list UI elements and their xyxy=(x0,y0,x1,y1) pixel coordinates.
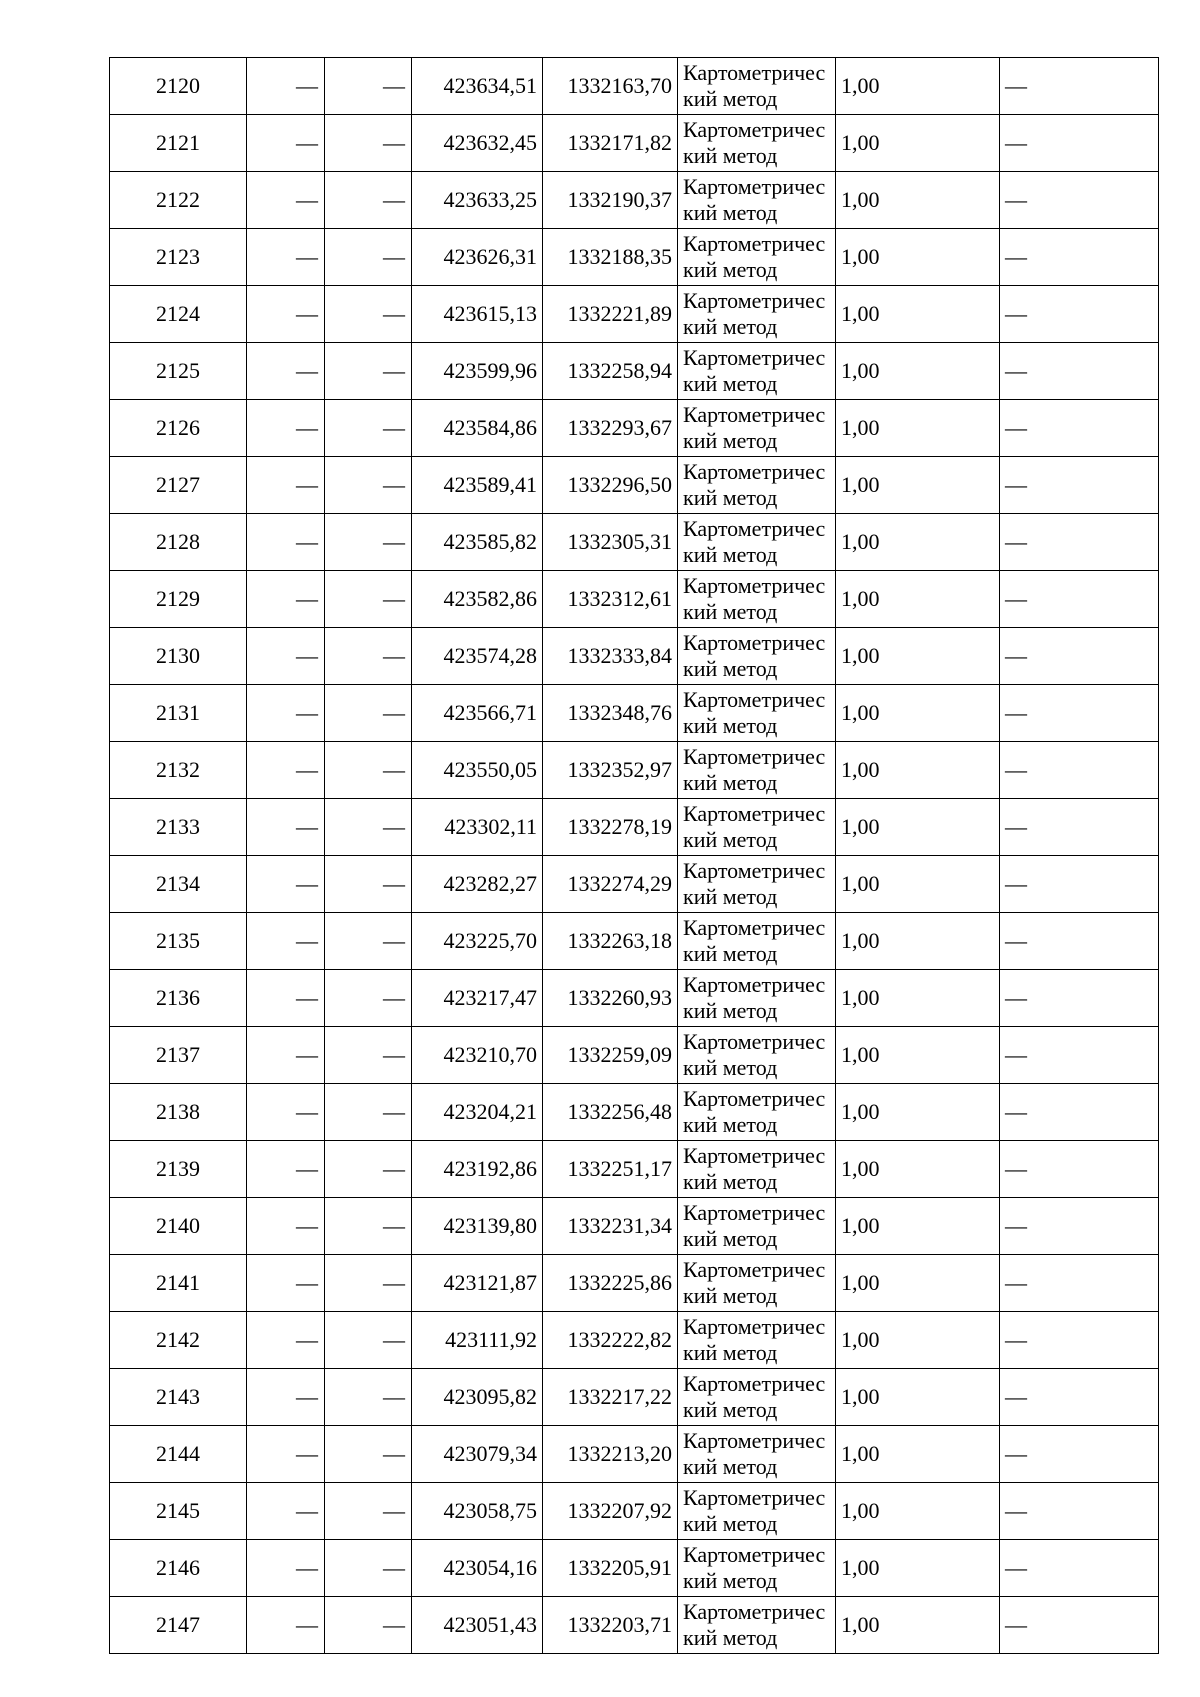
x-coordinate-cell: 423217,47 xyxy=(412,970,543,1027)
point-number-cell: 2133 xyxy=(110,799,247,856)
old-y-cell: — xyxy=(325,1198,412,1255)
y-coordinate-cell: 1332256,48 xyxy=(543,1084,678,1141)
old-x-cell: — xyxy=(247,799,325,856)
x-coordinate-cell: 423192,86 xyxy=(412,1141,543,1198)
note-cell: — xyxy=(1000,1540,1159,1597)
y-coordinate-cell: 1332207,92 xyxy=(543,1483,678,1540)
method-cell: Картометрический метод xyxy=(678,856,836,913)
note-cell: — xyxy=(1000,685,1159,742)
method-cell: Картометрический метод xyxy=(678,685,836,742)
method-cell: Картометрический метод xyxy=(678,1426,836,1483)
accuracy-cell: 1,00 xyxy=(836,571,1000,628)
accuracy-cell: 1,00 xyxy=(836,1540,1000,1597)
note-cell: — xyxy=(1000,799,1159,856)
old-y-cell: — xyxy=(325,571,412,628)
point-number-cell: 2136 xyxy=(110,970,247,1027)
note-cell: — xyxy=(1000,343,1159,400)
method-cell: Картометрический метод xyxy=(678,1483,836,1540)
table-row xyxy=(110,970,1159,1027)
table-row xyxy=(110,58,1159,115)
accuracy-cell: 1,00 xyxy=(836,286,1000,343)
point-number-cell: 2130 xyxy=(110,628,247,685)
x-coordinate-cell: 423079,34 xyxy=(412,1426,543,1483)
old-y-cell: — xyxy=(325,742,412,799)
method-cell: Картометрический метод xyxy=(678,172,836,229)
method-cell: Картометрический метод xyxy=(678,514,836,571)
x-coordinate-cell: 423210,70 xyxy=(412,1027,543,1084)
x-coordinate-cell: 423574,28 xyxy=(412,628,543,685)
old-y-cell: — xyxy=(325,685,412,742)
accuracy-cell: 1,00 xyxy=(836,343,1000,400)
y-coordinate-cell: 1332263,18 xyxy=(543,913,678,970)
old-y-cell: — xyxy=(325,58,412,115)
old-y-cell: — xyxy=(325,1426,412,1483)
table-row xyxy=(110,457,1159,514)
table-row xyxy=(110,1312,1159,1369)
old-y-cell: — xyxy=(325,1141,412,1198)
old-x-cell: — xyxy=(247,1426,325,1483)
table-row xyxy=(110,628,1159,685)
x-coordinate-cell: 423121,87 xyxy=(412,1255,543,1312)
y-coordinate-cell: 1332225,86 xyxy=(543,1255,678,1312)
old-x-cell: — xyxy=(247,970,325,1027)
old-x-cell: — xyxy=(247,913,325,970)
table-row xyxy=(110,1483,1159,1540)
accuracy-cell: 1,00 xyxy=(836,913,1000,970)
method-cell: Картометрический метод xyxy=(678,1540,836,1597)
note-cell: — xyxy=(1000,1084,1159,1141)
method-cell: Картометрический метод xyxy=(678,1255,836,1312)
table-row xyxy=(110,1198,1159,1255)
point-number-cell: 2131 xyxy=(110,685,247,742)
y-coordinate-cell: 1332278,19 xyxy=(543,799,678,856)
accuracy-cell: 1,00 xyxy=(836,457,1000,514)
method-cell: Картометрический метод xyxy=(678,1597,836,1654)
point-number-cell: 2141 xyxy=(110,1255,247,1312)
method-cell: Картометрический метод xyxy=(678,1027,836,1084)
y-coordinate-cell: 1332296,50 xyxy=(543,457,678,514)
table-row xyxy=(110,571,1159,628)
old-x-cell: — xyxy=(247,1084,325,1141)
old-y-cell: — xyxy=(325,913,412,970)
point-number-cell: 2124 xyxy=(110,286,247,343)
old-y-cell: — xyxy=(325,286,412,343)
accuracy-cell: 1,00 xyxy=(836,1312,1000,1369)
note-cell: — xyxy=(1000,1141,1159,1198)
table-row xyxy=(110,1369,1159,1426)
point-number-cell: 2127 xyxy=(110,457,247,514)
accuracy-cell: 1,00 xyxy=(836,1084,1000,1141)
note-cell: — xyxy=(1000,1597,1159,1654)
accuracy-cell: 1,00 xyxy=(836,1597,1000,1654)
old-y-cell: — xyxy=(325,1084,412,1141)
accuracy-cell: 1,00 xyxy=(836,1255,1000,1312)
method-cell: Картометрический метод xyxy=(678,1141,836,1198)
note-cell: — xyxy=(1000,172,1159,229)
accuracy-cell: 1,00 xyxy=(836,685,1000,742)
table-row xyxy=(110,1255,1159,1312)
old-x-cell: — xyxy=(247,514,325,571)
accuracy-cell: 1,00 xyxy=(836,400,1000,457)
x-coordinate-cell: 423566,71 xyxy=(412,685,543,742)
note-cell: — xyxy=(1000,286,1159,343)
old-y-cell: — xyxy=(325,172,412,229)
y-coordinate-cell: 1332205,91 xyxy=(543,1540,678,1597)
x-coordinate-cell: 423550,05 xyxy=(412,742,543,799)
note-cell: — xyxy=(1000,1255,1159,1312)
old-x-cell: — xyxy=(247,742,325,799)
old-y-cell: — xyxy=(325,1483,412,1540)
x-coordinate-cell: 423582,86 xyxy=(412,571,543,628)
note-cell: — xyxy=(1000,571,1159,628)
accuracy-cell: 1,00 xyxy=(836,115,1000,172)
x-coordinate-cell: 423599,96 xyxy=(412,343,543,400)
old-x-cell: — xyxy=(247,1312,325,1369)
accuracy-cell: 1,00 xyxy=(836,970,1000,1027)
point-number-cell: 2129 xyxy=(110,571,247,628)
y-coordinate-cell: 1332217,22 xyxy=(543,1369,678,1426)
old-x-cell: — xyxy=(247,685,325,742)
method-cell: Картометрический метод xyxy=(678,628,836,685)
table-row xyxy=(110,1027,1159,1084)
point-number-cell: 2145 xyxy=(110,1483,247,1540)
accuracy-cell: 1,00 xyxy=(836,172,1000,229)
point-number-cell: 2143 xyxy=(110,1369,247,1426)
table-row xyxy=(110,1540,1159,1597)
old-x-cell: — xyxy=(247,856,325,913)
note-cell: — xyxy=(1000,1198,1159,1255)
old-x-cell: — xyxy=(247,457,325,514)
table-row xyxy=(110,1141,1159,1198)
old-x-cell: — xyxy=(247,1255,325,1312)
note-cell: — xyxy=(1000,628,1159,685)
method-cell: Картометрический метод xyxy=(678,343,836,400)
method-cell: Картометрический метод xyxy=(678,229,836,286)
table-row xyxy=(110,514,1159,571)
method-cell: Картометрический метод xyxy=(678,115,836,172)
y-coordinate-cell: 1332203,71 xyxy=(543,1597,678,1654)
note-cell: — xyxy=(1000,1369,1159,1426)
old-y-cell: — xyxy=(325,1540,412,1597)
method-cell: Картометрический метод xyxy=(678,1198,836,1255)
point-number-cell: 2142 xyxy=(110,1312,247,1369)
note-cell: — xyxy=(1000,742,1159,799)
old-y-cell: — xyxy=(325,628,412,685)
point-number-cell: 2132 xyxy=(110,742,247,799)
old-x-cell: — xyxy=(247,571,325,628)
x-coordinate-cell: 423626,31 xyxy=(412,229,543,286)
y-coordinate-cell: 1332260,93 xyxy=(543,970,678,1027)
table-body xyxy=(110,58,1159,1654)
y-coordinate-cell: 1332213,20 xyxy=(543,1426,678,1483)
accuracy-cell: 1,00 xyxy=(836,1426,1000,1483)
y-coordinate-cell: 1332171,82 xyxy=(543,115,678,172)
y-coordinate-cell: 1332312,61 xyxy=(543,571,678,628)
y-coordinate-cell: 1332274,29 xyxy=(543,856,678,913)
point-number-cell: 2138 xyxy=(110,1084,247,1141)
note-cell: — xyxy=(1000,1312,1159,1369)
table-row xyxy=(110,286,1159,343)
method-cell: Картометрический метод xyxy=(678,799,836,856)
old-y-cell: — xyxy=(325,457,412,514)
old-y-cell: — xyxy=(325,1369,412,1426)
point-number-cell: 2126 xyxy=(110,400,247,457)
y-coordinate-cell: 1332188,35 xyxy=(543,229,678,286)
method-cell: Картометрический метод xyxy=(678,571,836,628)
note-cell: — xyxy=(1000,229,1159,286)
old-x-cell: — xyxy=(247,1540,325,1597)
note-cell: — xyxy=(1000,970,1159,1027)
x-coordinate-cell: 423282,27 xyxy=(412,856,543,913)
x-coordinate-cell: 423584,86 xyxy=(412,400,543,457)
point-number-cell: 2146 xyxy=(110,1540,247,1597)
y-coordinate-cell: 1332258,94 xyxy=(543,343,678,400)
point-number-cell: 2128 xyxy=(110,514,247,571)
note-cell: — xyxy=(1000,514,1159,571)
old-x-cell: — xyxy=(247,400,325,457)
y-coordinate-cell: 1332333,84 xyxy=(543,628,678,685)
method-cell: Картометрический метод xyxy=(678,1312,836,1369)
old-y-cell: — xyxy=(325,1312,412,1369)
old-x-cell: — xyxy=(247,1198,325,1255)
old-x-cell: — xyxy=(247,229,325,286)
method-cell: Картометрический метод xyxy=(678,457,836,514)
method-cell: Картометрический метод xyxy=(678,286,836,343)
x-coordinate-cell: 423051,43 xyxy=(412,1597,543,1654)
accuracy-cell: 1,00 xyxy=(836,1483,1000,1540)
table-row xyxy=(110,115,1159,172)
y-coordinate-cell: 1332293,67 xyxy=(543,400,678,457)
old-x-cell: — xyxy=(247,628,325,685)
y-coordinate-cell: 1332352,97 xyxy=(543,742,678,799)
old-x-cell: — xyxy=(247,1141,325,1198)
accuracy-cell: 1,00 xyxy=(836,1027,1000,1084)
method-cell: Картометрический метод xyxy=(678,58,836,115)
method-cell: Картометрический метод xyxy=(678,742,836,799)
table-row xyxy=(110,343,1159,400)
old-y-cell: — xyxy=(325,514,412,571)
coordinates-table xyxy=(109,57,1159,1654)
method-cell: Картометрический метод xyxy=(678,1084,836,1141)
table-row xyxy=(110,400,1159,457)
old-x-cell: — xyxy=(247,343,325,400)
method-cell: Картометрический метод xyxy=(678,400,836,457)
x-coordinate-cell: 423633,25 xyxy=(412,172,543,229)
x-coordinate-cell: 423634,51 xyxy=(412,58,543,115)
x-coordinate-cell: 423139,80 xyxy=(412,1198,543,1255)
note-cell: — xyxy=(1000,115,1159,172)
method-cell: Картометрический метод xyxy=(678,913,836,970)
method-cell: Картометрический метод xyxy=(678,1369,836,1426)
x-coordinate-cell: 423225,70 xyxy=(412,913,543,970)
old-y-cell: — xyxy=(325,1255,412,1312)
table-row xyxy=(110,742,1159,799)
note-cell: — xyxy=(1000,58,1159,115)
old-y-cell: — xyxy=(325,856,412,913)
table-row xyxy=(110,685,1159,742)
note-cell: — xyxy=(1000,856,1159,913)
y-coordinate-cell: 1332348,76 xyxy=(543,685,678,742)
y-coordinate-cell: 1332163,70 xyxy=(543,58,678,115)
note-cell: — xyxy=(1000,1426,1159,1483)
accuracy-cell: 1,00 xyxy=(836,58,1000,115)
note-cell: — xyxy=(1000,1027,1159,1084)
point-number-cell: 2147 xyxy=(110,1597,247,1654)
x-coordinate-cell: 423615,13 xyxy=(412,286,543,343)
x-coordinate-cell: 423054,16 xyxy=(412,1540,543,1597)
x-coordinate-cell: 423632,45 xyxy=(412,115,543,172)
old-x-cell: — xyxy=(247,58,325,115)
old-x-cell: — xyxy=(247,1027,325,1084)
accuracy-cell: 1,00 xyxy=(836,799,1000,856)
old-y-cell: — xyxy=(325,1597,412,1654)
note-cell: — xyxy=(1000,457,1159,514)
old-y-cell: — xyxy=(325,115,412,172)
point-number-cell: 2139 xyxy=(110,1141,247,1198)
accuracy-cell: 1,00 xyxy=(836,1141,1000,1198)
table-row xyxy=(110,1084,1159,1141)
table-row xyxy=(110,1597,1159,1654)
y-coordinate-cell: 1332221,89 xyxy=(543,286,678,343)
y-coordinate-cell: 1332231,34 xyxy=(543,1198,678,1255)
old-y-cell: — xyxy=(325,400,412,457)
table-row xyxy=(110,856,1159,913)
method-cell: Картометрический метод xyxy=(678,970,836,1027)
old-y-cell: — xyxy=(325,799,412,856)
point-number-cell: 2122 xyxy=(110,172,247,229)
table-row xyxy=(110,799,1159,856)
point-number-cell: 2123 xyxy=(110,229,247,286)
old-y-cell: — xyxy=(325,970,412,1027)
point-number-cell: 2135 xyxy=(110,913,247,970)
point-number-cell: 2140 xyxy=(110,1198,247,1255)
accuracy-cell: 1,00 xyxy=(836,1198,1000,1255)
x-coordinate-cell: 423111,92 xyxy=(412,1312,543,1369)
old-x-cell: — xyxy=(247,1597,325,1654)
y-coordinate-cell: 1332259,09 xyxy=(543,1027,678,1084)
point-number-cell: 2121 xyxy=(110,115,247,172)
note-cell: — xyxy=(1000,400,1159,457)
y-coordinate-cell: 1332190,37 xyxy=(543,172,678,229)
point-number-cell: 2137 xyxy=(110,1027,247,1084)
x-coordinate-cell: 423058,75 xyxy=(412,1483,543,1540)
point-number-cell: 2120 xyxy=(110,58,247,115)
x-coordinate-cell: 423302,11 xyxy=(412,799,543,856)
old-y-cell: — xyxy=(325,229,412,286)
accuracy-cell: 1,00 xyxy=(836,856,1000,913)
point-number-cell: 2134 xyxy=(110,856,247,913)
old-y-cell: — xyxy=(325,1027,412,1084)
old-x-cell: — xyxy=(247,172,325,229)
accuracy-cell: 1,00 xyxy=(836,742,1000,799)
note-cell: — xyxy=(1000,913,1159,970)
old-x-cell: — xyxy=(247,1483,325,1540)
y-coordinate-cell: 1332222,82 xyxy=(543,1312,678,1369)
table-row xyxy=(110,229,1159,286)
accuracy-cell: 1,00 xyxy=(836,229,1000,286)
accuracy-cell: 1,00 xyxy=(836,1369,1000,1426)
old-x-cell: — xyxy=(247,1369,325,1426)
x-coordinate-cell: 423585,82 xyxy=(412,514,543,571)
point-number-cell: 2144 xyxy=(110,1426,247,1483)
table-row xyxy=(110,172,1159,229)
x-coordinate-cell: 423095,82 xyxy=(412,1369,543,1426)
y-coordinate-cell: 1332251,17 xyxy=(543,1141,678,1198)
old-x-cell: — xyxy=(247,115,325,172)
accuracy-cell: 1,00 xyxy=(836,628,1000,685)
y-coordinate-cell: 1332305,31 xyxy=(543,514,678,571)
table-row xyxy=(110,913,1159,970)
table-row xyxy=(110,1426,1159,1483)
old-x-cell: — xyxy=(247,286,325,343)
x-coordinate-cell: 423204,21 xyxy=(412,1084,543,1141)
note-cell: — xyxy=(1000,1483,1159,1540)
point-number-cell: 2125 xyxy=(110,343,247,400)
x-coordinate-cell: 423589,41 xyxy=(412,457,543,514)
accuracy-cell: 1,00 xyxy=(836,514,1000,571)
old-y-cell: — xyxy=(325,343,412,400)
